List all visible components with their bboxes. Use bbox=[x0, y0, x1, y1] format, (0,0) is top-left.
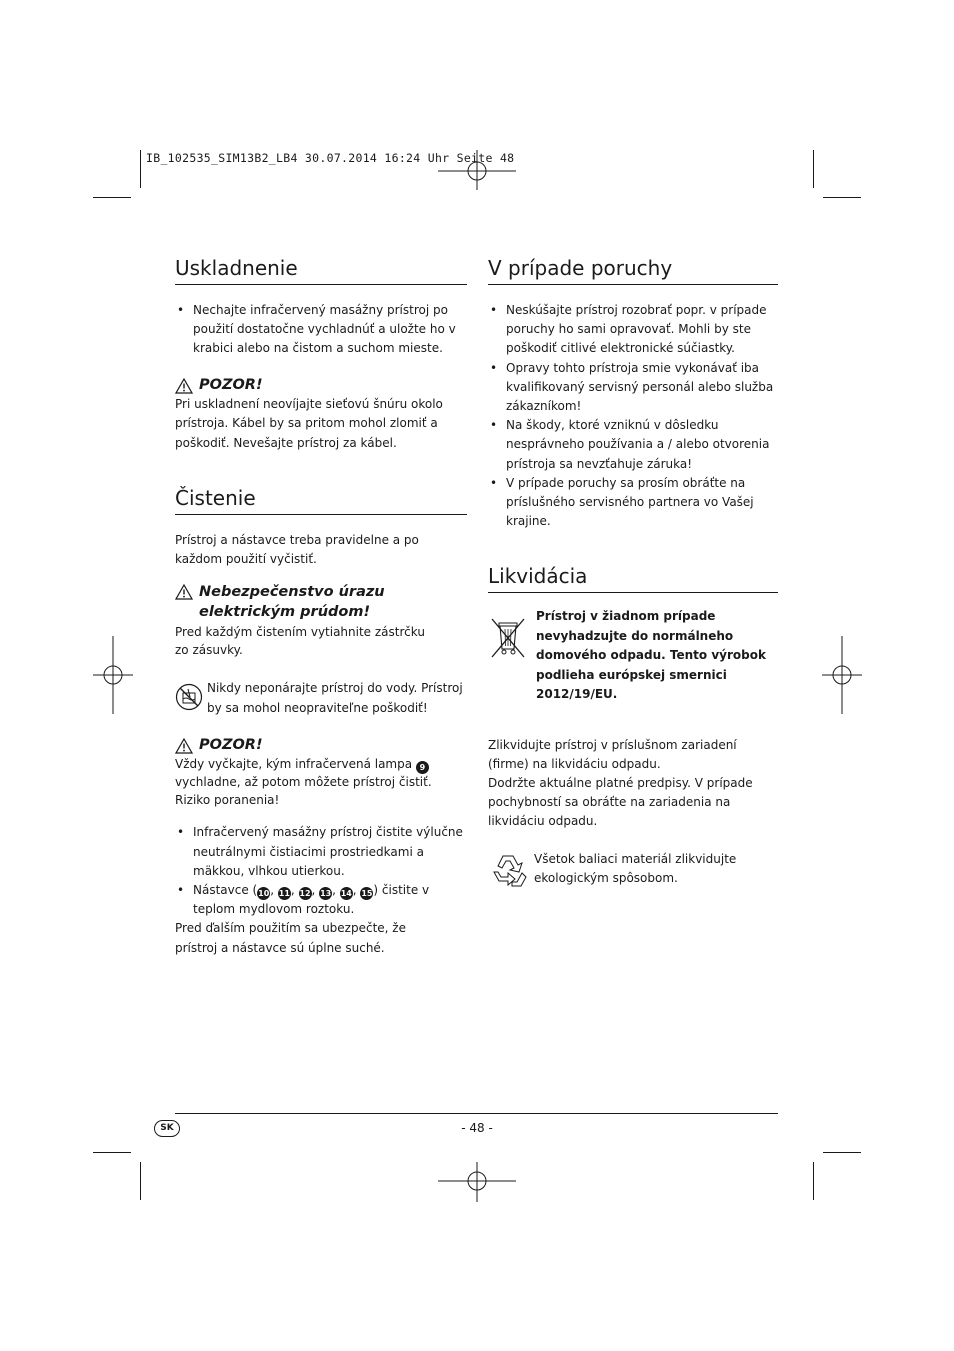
recycle-note bbox=[488, 850, 778, 890]
list-item: • Opravy tohto prístroja smie vykonávať iba kvalifikovaný servisný personál alebo služba zákazníkom! bbox=[488, 359, 778, 417]
cleaning-warning-heading bbox=[175, 736, 467, 755]
warning-triangle-icon bbox=[175, 738, 193, 754]
crop-mark bbox=[140, 150, 141, 188]
crop-mark bbox=[93, 1152, 131, 1153]
disposal-section bbox=[488, 563, 778, 890]
attachment-number-badge: 13 bbox=[320, 889, 332, 899]
disposal-paragraph-1: Zlikvidujte prístroj v príslušnom zariadení (firme) na likvidáciu odpadu. bbox=[488, 737, 737, 771]
crop-mark bbox=[140, 1162, 141, 1200]
no-immersion-note bbox=[175, 679, 467, 718]
crop-mark bbox=[823, 197, 861, 198]
registration-mark-icon bbox=[93, 636, 133, 714]
storage-section bbox=[175, 255, 467, 453]
cleaning-closing: Pred ďalším použitím sa ubezpečte, že prístroj a nástavce sú úplne suché. bbox=[175, 921, 406, 955]
list-item: • Nechajte infračervený masážny prístroj po použití dostatočne vychladnúť a uložte ho v krabici alebo na čistom a suchom mieste. bbox=[175, 301, 467, 359]
cleaning-risk-text: Riziko poranenia! bbox=[175, 792, 280, 807]
cleaning-danger-title: Nebezpečenstvo úrazu elektrickým prúdom! bbox=[199, 584, 385, 621]
cleaning-intro: Prístroj a nástavce treba pravidelne a po každom použití vyčistiť. bbox=[175, 533, 419, 567]
list-item: • Neskúšajte prístroj rozobrať popr. v prípade poruchy ho sami opravovať. Mohli by ste poškodiť citlivé elektronické súčiastky. bbox=[488, 301, 778, 359]
disposal-bin-note bbox=[488, 607, 778, 705]
storage-warning-title: POZOR! bbox=[199, 376, 263, 393]
fault-section bbox=[488, 255, 778, 531]
no-immersion-icon bbox=[175, 683, 203, 711]
list-item: • V prípade poruchy sa prosím obráťte na príslušného servisného partnera vo Vašej krajine. bbox=[488, 474, 778, 532]
disposal-title: Likvidácia bbox=[488, 563, 778, 593]
cleaning-section bbox=[175, 485, 467, 958]
list-item: • Na škody, ktoré vzniknú v dôsledku nesprávneho používania a / alebo otvorenia prístroja sa nevzťahuje záruka! bbox=[488, 416, 778, 474]
attachment-number-badge: 15 bbox=[361, 889, 373, 899]
lamp-number-badge: 9 bbox=[416, 761, 429, 774]
recycle-icon bbox=[488, 852, 528, 890]
fault-title: V prípade poruchy bbox=[488, 255, 778, 285]
cleaning-danger-text: Pred každým čistením vytiahnite zástrčku zo zásuvky. bbox=[175, 625, 425, 657]
fault-list bbox=[488, 301, 778, 531]
disposal-paragraph-2: Dodržte aktuálne platné predpisy. V prípade pochybností sa obráťte na zariadenia na likvidáciu odpadu. bbox=[488, 775, 753, 829]
crop-mark bbox=[813, 1162, 814, 1200]
footer-rule bbox=[175, 1113, 778, 1114]
recycle-text: Všetok baliaci materiál zlikvidujte ekologickým spôsobom. bbox=[534, 851, 737, 885]
warning-triangle-icon bbox=[175, 584, 193, 600]
print-header: IB_102535_SIM13B2_LB4 30.07.2014 16:24 Uhr Seite 48 bbox=[146, 151, 515, 165]
disposal-bold-note: Prístroj v žiadnom prípade nevyhadzujte do normálneho domového odpadu. Tento výrobok podlieha európskej smernici 2012/19/EU. bbox=[536, 609, 766, 701]
cleaning-list bbox=[175, 823, 467, 919]
attachment-number-badge: 11 bbox=[278, 889, 290, 899]
language-badge: SK bbox=[154, 1120, 180, 1137]
storage-list bbox=[175, 301, 467, 359]
crop-mark bbox=[813, 150, 814, 188]
list-item: • Infračervený masážny prístroj čistite výlučne neutrálnymi čistiacimi prostriedkami a mäkkou, vlhkou utierkou. bbox=[175, 823, 467, 881]
storage-warning-heading bbox=[175, 376, 467, 395]
attachment-number-badge: 12 bbox=[299, 889, 311, 899]
cleaning-warning-text: Vždy vyčkajte, kým infračervená lampa 9 vychladne, až potom môžete prístroj čistiť. bbox=[175, 757, 432, 790]
list-item: • Nástavce (10, 11, 12, 13, 14, 15) čistite v teplom mydlovom roztoku. bbox=[175, 881, 467, 919]
crossed-bin-icon bbox=[488, 615, 528, 661]
attachment-number-badge: 14 bbox=[340, 889, 352, 899]
cleaning-warning-title: POZOR! bbox=[199, 737, 263, 754]
registration-mark-icon bbox=[438, 1162, 516, 1202]
page-number: - 48 - bbox=[461, 1121, 493, 1135]
storage-title: Uskladnenie bbox=[175, 255, 467, 285]
no-immersion-text: Nikdy neponárajte prístroj do vody. Prístroj by sa mohol neopraviteľne poškodiť! bbox=[207, 681, 463, 715]
crop-mark bbox=[823, 1152, 861, 1153]
attachment-number-badge: 10 bbox=[258, 889, 270, 899]
crop-mark bbox=[93, 197, 131, 198]
registration-mark-icon bbox=[822, 636, 862, 714]
cleaning-title: Čistenie bbox=[175, 485, 467, 515]
storage-warning-text: Pri uskladnení neovíjajte sieťovú šnúru okolo prístroja. Kábel by sa pritom mohol zlomiť a poškodiť. Nevešajte prístroj za kábel. bbox=[175, 396, 443, 450]
cleaning-danger-heading bbox=[175, 582, 467, 622]
warning-triangle-icon bbox=[175, 378, 193, 394]
